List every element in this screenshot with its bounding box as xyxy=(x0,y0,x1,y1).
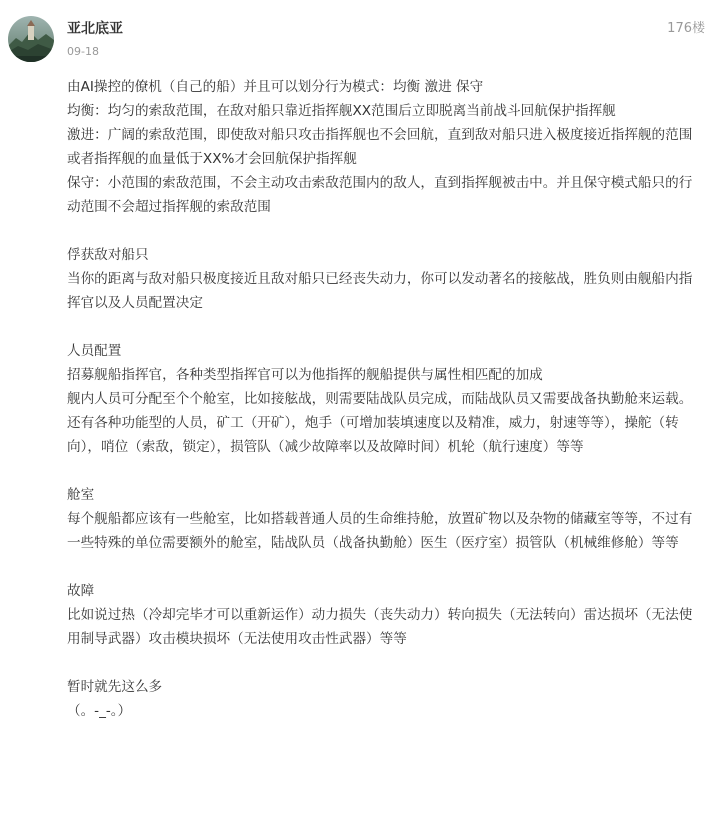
content-line: 舰内人员可分配至个个舱室，比如接舷战，则需要陆战队员完成，而陆战队员又需要战备执勤舱来运载。还有各种功能型的人员，矿工（开矿），炮手（可增加装填速度以及精准，威力，射速等等），操舵（转向），哨位（索敌，锁定），损管队（减少故障率以及故障时间）机轮（航行速度）等等 xyxy=(67,391,693,455)
blank-line xyxy=(67,459,699,483)
post-date: 09-18 xyxy=(67,45,99,58)
section-heading: 俘获敌对船只 xyxy=(67,247,149,263)
avatar-image xyxy=(8,16,54,62)
blank-line xyxy=(67,651,699,675)
blank-line xyxy=(67,555,699,579)
content-line: 招募舰船指挥官，各种类型指挥官可以为他指挥的舰船提供与属性相匹配的加成 xyxy=(67,367,543,383)
content-line: 由AI操控的僚机（自己的船）并且可以划分行为模式：均衡 激进 保守 xyxy=(67,79,484,95)
content-line: 保守：小范围的索敌范围，不会主动攻击索敌范围内的敌人，直到指挥舰被击中。并且保守模式船只的行动范围不会超过指挥舰的索敌范围 xyxy=(67,175,693,215)
blank-line xyxy=(67,315,699,339)
section-heading: 舱室 xyxy=(67,487,95,503)
content-line: 比如说过热（冷却完毕才可以重新运作）动力损失（丧失动力）转向损失（无法转向）雷达损坏（无法使用制导武器）攻击模块损坏（无法使用攻击性武器）等等 xyxy=(67,607,693,647)
content-line: 当你的距离与敌对船只极度接近且敌对船只已经丧失动力，你可以发动著名的接舷战，胜负则由舰船内指挥官以及人员配置决定 xyxy=(67,271,693,311)
post-content xyxy=(67,75,699,723)
content-line: 激进：广阔的索敌范围，即使敌对船只攻击指挥舰也不会回航，直到敌对船只进入极度接近指挥舰的范围或者指挥舰的血量低于XX%才会回航保护指挥舰 xyxy=(67,127,693,167)
section-heading: 人员配置 xyxy=(67,343,122,359)
username[interactable]: 亚北底亚 xyxy=(67,21,123,37)
avatar[interactable] xyxy=(8,16,54,62)
emoticon-line: （。-_-。） xyxy=(67,703,132,719)
content-line: 均衡：均匀的索敌范围，在敌对船只靠近指挥舰XX范围后立即脱离当前战斗回航保护指挥舰 xyxy=(67,103,616,119)
floor-number: 176楼 xyxy=(667,21,705,36)
section-heading: 故障 xyxy=(67,583,95,599)
content-line: 暂时就先这么多 xyxy=(67,679,163,695)
content-line: 每个舰船都应该有一些舱室，比如搭载普通人员的生命维持舱，放置矿物以及杂物的储藏室等等，不过有一些特殊的单位需要额外的舱室，陆战队员（战备执勤舱）医生（医疗室）损管队（机械维修舱）等等 xyxy=(67,511,693,551)
blank-line xyxy=(67,219,699,243)
